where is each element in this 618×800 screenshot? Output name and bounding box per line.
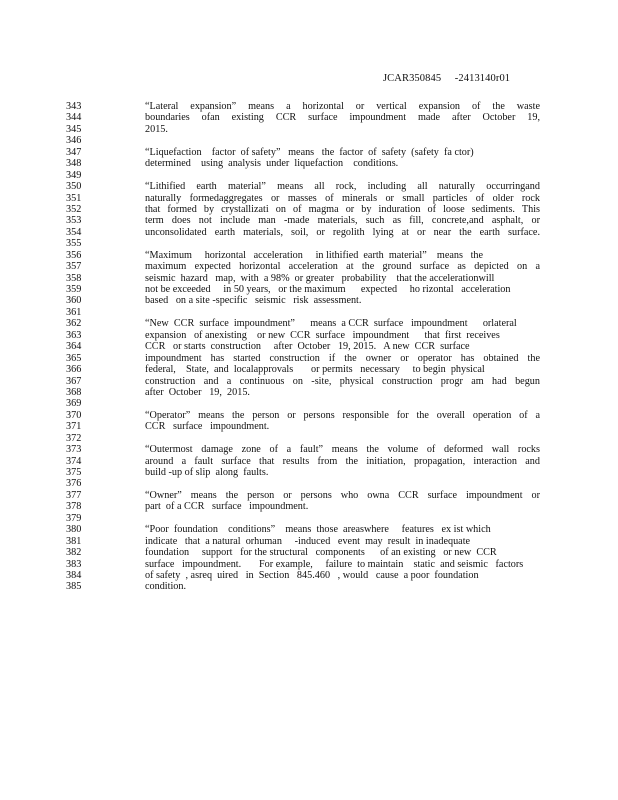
document-line: [0, 410, 618, 421]
document-line: [0, 227, 618, 238]
document-line: [0, 215, 618, 226]
line-number: 365: [66, 352, 82, 364]
line-text: naturally formedaggregates or masses of minerals or small particles of older rock: [145, 192, 540, 204]
line-number: 347: [66, 146, 82, 158]
line-text: foundation support for the structural components of an existing or new CCR: [145, 547, 497, 559]
line-number: 377: [66, 489, 82, 501]
line-text: CCR surface impoundment.: [145, 421, 270, 433]
line-number: 362: [66, 318, 82, 330]
line-text: determined using analysis under liquefaction conditions.: [145, 158, 399, 170]
document-line: [0, 433, 618, 444]
line-number: 375: [66, 467, 82, 478]
document-line: [0, 547, 618, 558]
line-text: “New CCR surface impoundment” means a CCR surface impoundment orlateral: [145, 318, 517, 330]
line-number: 371: [66, 421, 82, 433]
line-number: 364: [66, 341, 82, 353]
line-text: based on a site -specific seismic risk assessment.: [145, 295, 362, 307]
document-line: [0, 398, 618, 409]
document-line: [0, 376, 618, 387]
line-number: 385: [66, 581, 82, 593]
line-text: federal, State, and localapprovals or permits necessary to begin physical: [145, 364, 485, 376]
line-number: 381: [66, 535, 82, 547]
line-text: “Lateral expansion” means a horizontal or vertical expansion of the waste: [145, 101, 540, 112]
document-line: [0, 158, 618, 169]
line-number: 372: [66, 432, 82, 444]
line-text: 2015.: [145, 123, 168, 135]
line-number: 343: [66, 101, 82, 112]
line-number: 359: [66, 284, 82, 295]
document-line: [0, 387, 618, 398]
document-line: [0, 467, 618, 478]
line-text: surface impoundment. For example, failure to maintain static and seismic factors: [145, 558, 524, 570]
line-number: 357: [66, 261, 82, 273]
line-number: 345: [66, 123, 82, 135]
document-line: [0, 250, 618, 261]
line-text: that formed by crystallizati on of magma or by induration of loose sediments. This: [145, 203, 540, 215]
document-line: [0, 204, 618, 215]
line-number: 361: [66, 306, 82, 318]
line-number: 384: [66, 569, 82, 581]
line-number: 349: [66, 169, 82, 181]
document-line: [0, 307, 618, 318]
line-number: 380: [66, 524, 82, 536]
line-text: seismic hazard map, with a 98% or greater probability that the accelerationwill: [145, 272, 495, 284]
document-body: [0, 101, 618, 593]
line-number: 348: [66, 158, 82, 170]
line-number: 370: [66, 409, 82, 421]
document-line: [0, 341, 618, 352]
document-line: [0, 524, 618, 535]
line-text: impoundment has started construction if the owner or operator has obtained the: [145, 352, 540, 364]
line-number: 363: [66, 329, 82, 341]
line-number: 355: [66, 238, 82, 250]
line-number: 358: [66, 272, 82, 284]
document-line: [0, 490, 618, 501]
document-line: [0, 101, 618, 112]
line-text: CCR or starts construction after October 19, 2015. A new CCR surface: [145, 341, 470, 353]
document-line: [0, 135, 618, 146]
document-line: [0, 112, 618, 123]
line-number: 379: [66, 512, 82, 524]
line-text: expansion of anexisting or new CCR surface impoundment that first receives: [145, 329, 500, 341]
line-number: 353: [66, 215, 82, 227]
document-line: [0, 295, 618, 306]
document-line: [0, 559, 618, 570]
document-line: [0, 570, 618, 581]
document-header: JCAR350845 -2413140r01: [383, 73, 511, 84]
line-text: “Liquefaction factor of safety” means the factor of safety (safety fa ctor): [145, 146, 474, 158]
line-number: 368: [66, 386, 82, 398]
line-number: 373: [66, 444, 82, 456]
line-text: construction and a continuous on -site, physical construction progr am had begun: [145, 375, 540, 387]
line-number: 354: [66, 226, 82, 238]
document-line: [0, 273, 618, 284]
document-line: [0, 170, 618, 181]
document-line: [0, 364, 618, 375]
document-line: [0, 456, 618, 467]
line-number: 382: [66, 547, 82, 559]
line-text: part of a CCR surface impoundment.: [145, 501, 309, 513]
line-text: indicate that a natural orhuman -induced event may result in inadequate: [145, 535, 471, 547]
line-text: “Lithified earth material” means all rock, including all naturally occurringand: [145, 181, 540, 193]
line-text: “Maximum horizontal acceleration in lithified earth material” means the: [145, 249, 484, 261]
line-number: 376: [66, 478, 82, 490]
document-line: [0, 330, 618, 341]
line-number: 367: [66, 375, 82, 387]
line-number: 356: [66, 249, 82, 261]
document-line: [0, 501, 618, 512]
line-text: “Poor foundation conditions” means those areaswhere features ex ist which: [145, 524, 491, 536]
document-line: [0, 261, 618, 272]
line-number: 350: [66, 181, 82, 193]
document-line: [0, 444, 618, 455]
document-line: [0, 181, 618, 192]
document-line: [0, 536, 618, 547]
line-text: term does not include man -made materials, such as fill, concrete,and asphalt, or: [145, 215, 540, 227]
line-number: 344: [66, 112, 82, 124]
line-number: 374: [66, 455, 82, 467]
line-number: 360: [66, 295, 82, 307]
line-text: around a fault surface that results from the initiation, propagation, interaction and: [145, 455, 540, 467]
line-text: “Owner” means the person or persons who owna CCR surface impoundment or: [145, 489, 540, 501]
line-text: “Operator” means the person or persons responsible for the overall operation of a: [145, 409, 540, 421]
document-line: [0, 581, 618, 592]
line-text: of safety , asreq uired in Section 845.460 , would cause a poor foundation: [145, 569, 479, 581]
line-number: 369: [66, 398, 82, 410]
line-number: 351: [66, 192, 82, 204]
line-text: not be exceeded in 50 years, or the maximum expected ho rizontal acceleration: [145, 284, 511, 295]
line-text: condition.: [145, 581, 187, 593]
line-number: 366: [66, 364, 82, 376]
document-line: [0, 193, 618, 204]
line-number: 352: [66, 203, 82, 215]
document-line: [0, 421, 618, 432]
line-text: build -up of slip along faults.: [145, 467, 269, 478]
document-line: [0, 284, 618, 295]
line-text: after October 19, 2015.: [145, 386, 250, 398]
line-text: boundaries ofan existing CCR surface impoundment made after October 19,: [145, 112, 540, 124]
document-line: [0, 124, 618, 135]
line-text: maximum expected horizontal acceleration at the ground surface as depicted on a: [145, 261, 540, 273]
line-number: 346: [66, 135, 82, 147]
line-number: 378: [66, 501, 82, 513]
document-line: [0, 478, 618, 489]
line-text: “Outermost damage zone of a fault” means the volume of deformed wall rocks: [145, 444, 540, 456]
document-line: [0, 147, 618, 158]
document-line: [0, 318, 618, 329]
line-number: 383: [66, 558, 82, 570]
line-text: unconsolidated earth materials, soil, or regolith lying at or near the earth surface.: [145, 226, 540, 238]
document-line: [0, 238, 618, 249]
document-line: [0, 353, 618, 364]
document-line: [0, 513, 618, 524]
